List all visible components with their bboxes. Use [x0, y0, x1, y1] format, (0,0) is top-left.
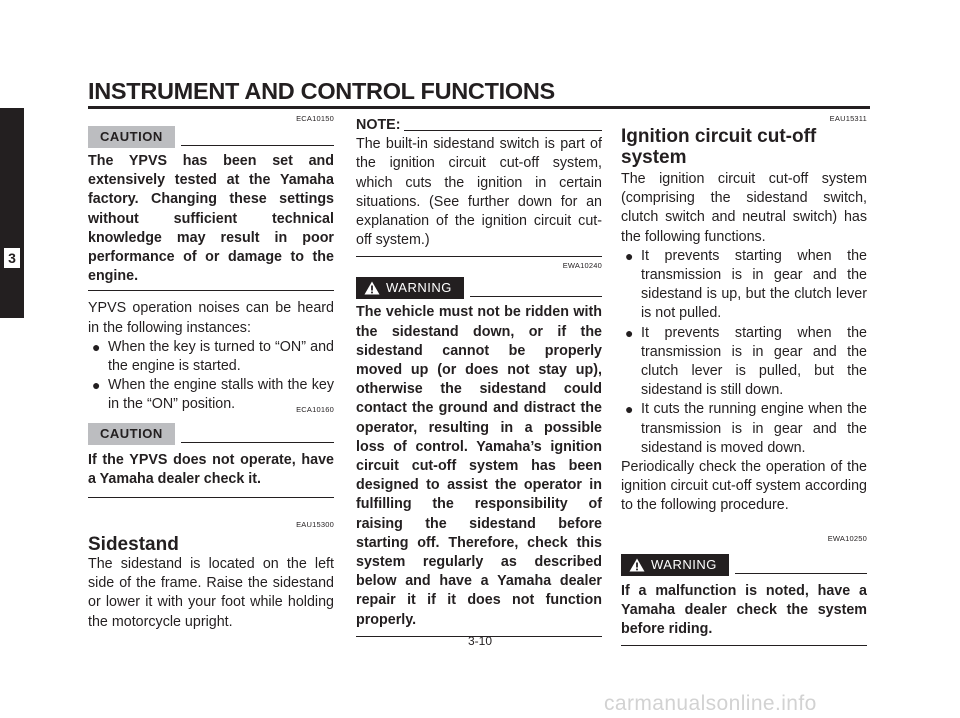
- section-tab-rail: [0, 108, 24, 318]
- list-item: ● It prevents starting when the transmission is in gear and the sidestand is up, but the clutch lever is not pulled.: [625, 247, 867, 322]
- warning-label: WARNING: [356, 277, 464, 299]
- procedure-paragraph: Periodically check the operation of the ignition circuit cut-off system according to the following procedure.: [621, 459, 867, 514]
- bullet-icon: ●: [625, 324, 634, 341]
- code-ewa10250: EWA10250: [827, 533, 867, 543]
- ignition-heading: Ignition circuit cut-off system: [621, 126, 817, 168]
- code-eca10160: ECA10160: [296, 404, 334, 414]
- warning-icon: [364, 281, 380, 295]
- ignition-bullet-list: [621, 247, 867, 458]
- note-rule: [404, 130, 602, 131]
- caution-label: CAUTION: [88, 423, 175, 445]
- caution-end-rule: [88, 497, 334, 498]
- code-eau15300: EAU15300: [296, 520, 334, 530]
- warning-end-rule: [621, 645, 867, 646]
- caution-text-2: If the YPVS does not operate, have a Yamaha dealer check it.: [88, 451, 334, 487]
- label-rule: [735, 573, 867, 574]
- caution-header-1: [88, 124, 334, 148]
- ypvs-bullet-list: [88, 338, 334, 415]
- list-item: ● It cuts the running engine when the transmission is in gear and the sidestand is moved down.: [625, 401, 867, 456]
- code-ewa10240: EWA10240: [562, 261, 602, 271]
- title-rule: [88, 106, 870, 109]
- page-title: INSTRUMENT AND CONTROL FUNCTIONS: [88, 78, 555, 104]
- caution-label: CAUTION: [88, 126, 175, 148]
- label-rule: [181, 145, 334, 146]
- note-header: [356, 116, 602, 135]
- ypvs-paragraph: YPVS operation noises can be heard in the following instances:: [88, 300, 334, 336]
- note-end-rule: [356, 256, 602, 257]
- label-rule: [470, 296, 602, 297]
- list-item: ● It prevents starting when the transmission is in gear and the clutch lever is pulled, but the sidestand is still down.: [625, 324, 867, 399]
- column-2: [356, 116, 602, 637]
- code-eau15311: EAU15311: [829, 114, 867, 123]
- section-tab-number: 3: [4, 248, 20, 268]
- bullet-icon: ●: [625, 401, 634, 418]
- label-rule: [181, 442, 334, 443]
- caution-text-1: The YPVS has been set and extensively tested at the Yamaha factory. Changing these settings without sufficient technical knowledge may result in poor performance of or damage to the engine.: [88, 153, 334, 285]
- warning-text-2: If a malfunction is noted, have a Yamaha dealer check the system before riding.: [621, 582, 867, 638]
- caution-end-rule: [88, 290, 334, 291]
- list-item: ● When the engine stalls with the key in the “ON” position.: [92, 377, 334, 413]
- sidestand-paragraph: The sidestand is located on the left side of the frame. Raise the sidestand or lower it with your foot while holding the motorcycle upright.: [88, 556, 334, 630]
- bullet-icon: ●: [92, 338, 101, 355]
- bullet-icon: ●: [625, 247, 634, 264]
- column-1: [88, 114, 334, 632]
- warning-label: WARNING: [621, 554, 729, 576]
- warning-text-1: The vehicle must not be ridden with the sidestand down, or if the sidestand cannot be properly moved up (or does not stay up), otherwise the sidestand could contact the ground and distract the operator, resulting in a possible loss of control. Yamaha’s ignition circuit cut-off system has been designed to assist the operator in fulfilling the responsibility of raising the sidestand before starting off. Therefore, check this system regularly as described below and have a Yamaha dealer repair it if it does not function properly.: [356, 304, 602, 628]
- warning-header-1: [356, 275, 602, 299]
- page-number: 3-10: [467, 634, 493, 648]
- sidestand-heading: Sidestand: [88, 534, 179, 556]
- watermark: carmanualsonline.info: [604, 692, 817, 715]
- column-3: [621, 114, 867, 646]
- warning-icon: [629, 558, 645, 572]
- code-eca10150: ECA10150: [296, 114, 334, 123]
- warning-header-2: [621, 552, 867, 576]
- note-label: NOTE:: [356, 117, 401, 133]
- list-item: ● When the key is turned to “ON” and the engine is started.: [92, 338, 334, 375]
- bullet-icon: ●: [92, 377, 101, 394]
- ignition-paragraph: The ignition circuit cut-off system (comprising the sidestand switch, clutch switch and neutral switch) has the following functions.: [621, 171, 867, 245]
- note-text: The built-in sidestand switch is part of the ignition circuit cut-off system, which cuts the ignition in certain situations. (See further down for an explanation of the ignition circuit cut-off system.): [356, 136, 602, 249]
- caution-header-2: [88, 421, 334, 445]
